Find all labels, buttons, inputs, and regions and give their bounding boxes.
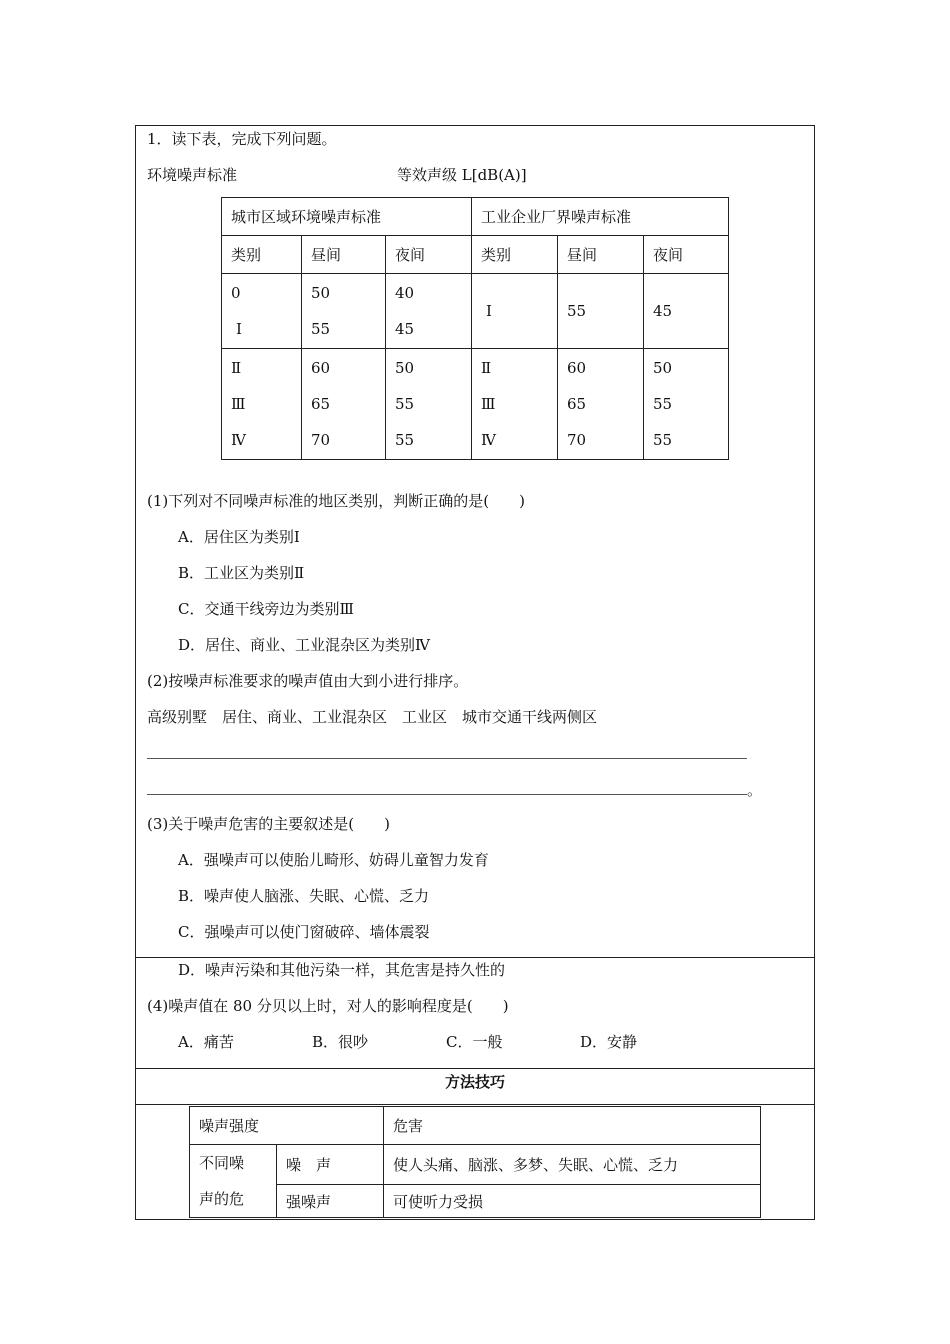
table-cell: 55 (558, 274, 644, 349)
option-a: A．居住区为类别Ⅰ (178, 528, 300, 546)
col-category: 类别 (222, 236, 302, 274)
methods-header-harm: 危害 (384, 1107, 761, 1145)
option-d: D．安静 (580, 1033, 638, 1051)
option-b: B．工业区为类别Ⅱ (178, 564, 305, 582)
city-header: 城市区域环境噪声标准 (222, 198, 472, 236)
methods-row-label: 噪 声 (277, 1145, 384, 1185)
end-mark: 。 (747, 781, 763, 799)
option-d: D．居住、商业、工业混杂区为类别Ⅳ (178, 636, 431, 654)
table-cell: Ⅱ Ⅲ Ⅳ (472, 349, 558, 460)
question-intro: 1．读下表，完成下列问题。 (147, 130, 337, 148)
sub-question-2: (2)按噪声标准要求的噪声值由大到小进行排序。 (147, 672, 469, 690)
divider-line (135, 957, 815, 958)
sub-question-1: (1)下列对不同噪声标准的地区类别，判断正确的是( ) (147, 492, 525, 510)
option-d: D．噪声污染和其他污染一样，其危害是持久性的 (178, 961, 506, 979)
table-caption-right: 等效声级 L[dB(A)] (397, 166, 527, 184)
option-b: B．噪声使人脑涨、失眠、心慌、乏力 (178, 887, 430, 905)
option-a: A．强噪声可以使胎儿畸形、妨碍儿童智力发育 (178, 851, 489, 869)
methods-row-value: 使人头痛、脑涨、多梦、失眠、心慌、乏力 (384, 1145, 761, 1185)
col-category: 类别 (472, 236, 558, 274)
option-c: C．交通干线旁边为类别Ⅲ (178, 600, 354, 618)
sub-question-4: (4)噪声值在 80 分贝以上时，对人的影响程度是( ) (147, 997, 509, 1015)
table-cell: 60 65 70 (558, 349, 644, 460)
option-b: B．很吵 (312, 1033, 369, 1051)
answer-blank[interactable] (147, 794, 747, 795)
table-cell: 0 Ⅰ (222, 274, 302, 349)
noise-standard-table (221, 197, 729, 460)
industry-header: 工业企业厂界噪声标准 (472, 198, 729, 236)
methods-row-value: 可使听力受损 (384, 1185, 761, 1218)
table-caption-left: 环境噪声标准 (147, 166, 238, 184)
col-night: 夜间 (386, 236, 472, 274)
table-cell: Ⅱ Ⅲ Ⅳ (222, 349, 302, 460)
table-cell: 50 55 (302, 274, 386, 349)
table-cell: 60 65 70 (302, 349, 386, 460)
table-cell: 40 45 (386, 274, 472, 349)
answer-blank[interactable] (147, 758, 747, 759)
option-c: C．一般 (446, 1033, 503, 1051)
col-night: 夜间 (644, 236, 729, 274)
sort-items: 高级别墅 居住、商业、工业混杂区 工业区 城市交通干线两侧区 (147, 708, 598, 726)
option-a: A．痛苦 (178, 1033, 234, 1051)
col-day: 昼间 (558, 236, 644, 274)
methods-row-label: 强噪声 (277, 1185, 384, 1218)
methods-title: 方法技巧 (444, 1073, 505, 1091)
table-cell: 45 (644, 274, 729, 349)
table-cell: 50 55 55 (644, 349, 729, 460)
divider-line (135, 1068, 815, 1069)
option-c: C．强噪声可以使门窗破碎、墙体震裂 (178, 923, 430, 941)
sub-question-3: (3)关于噪声危害的主要叙述是( ) (147, 815, 390, 833)
table-cell: 50 55 55 (386, 349, 472, 460)
methods-table (189, 1106, 761, 1218)
divider-line (135, 1104, 815, 1105)
methods-group-label: 不同噪 声的危 (190, 1145, 277, 1218)
methods-header-intensity: 噪声强度 (190, 1107, 384, 1145)
table-cell: Ⅰ (472, 274, 558, 349)
col-day: 昼间 (302, 236, 386, 274)
